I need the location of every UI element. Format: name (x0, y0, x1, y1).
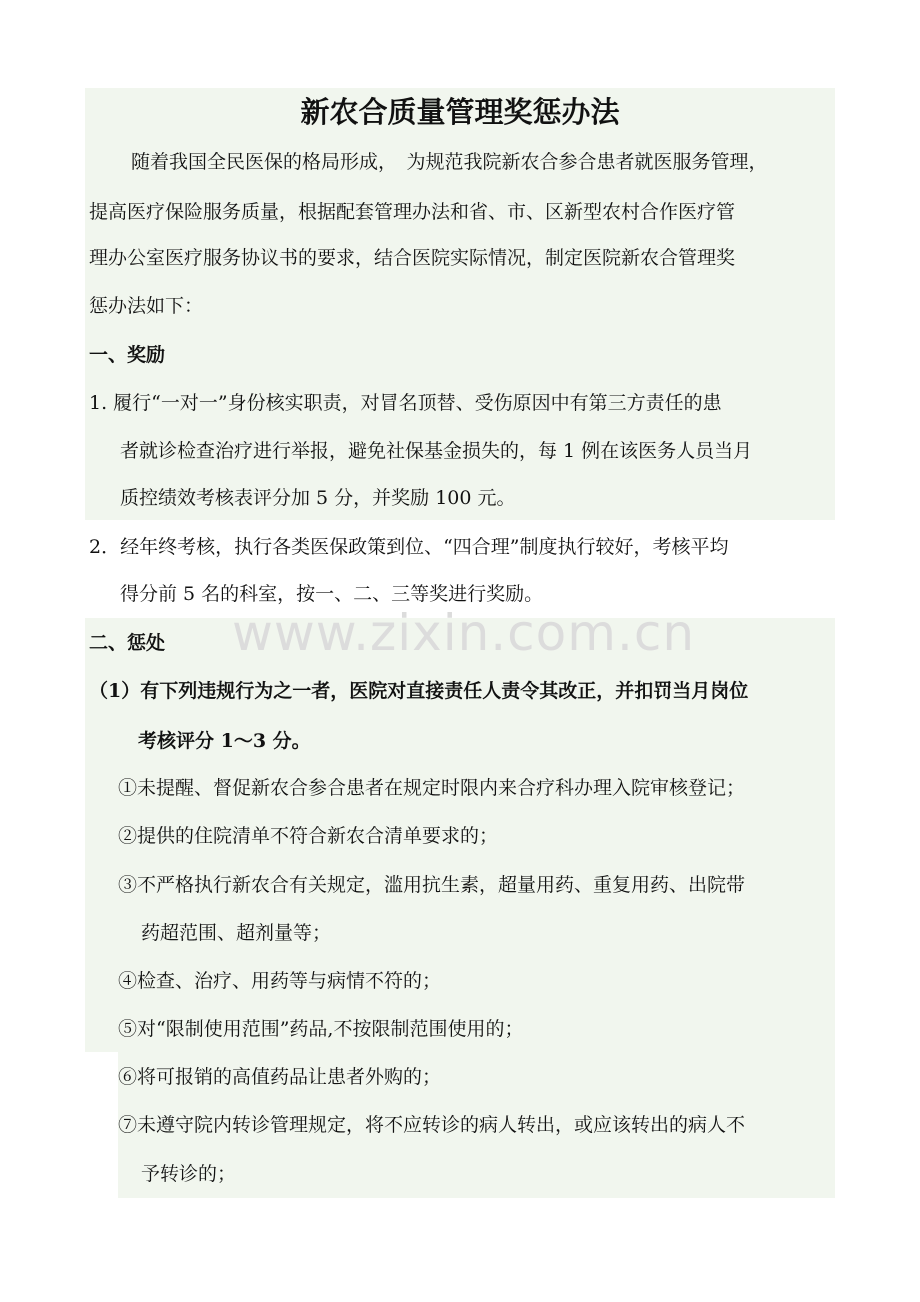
watermark: www.zixin.com.cn (232, 604, 696, 662)
penalty-subheading: 考核评分 1～3 分。 (138, 730, 311, 752)
intro-line: 惩办法如下： (89, 295, 204, 317)
intro-line: 随着我国全民医保的格局形成， 为规范我院新农合参合患者就医服务管理， (131, 151, 768, 173)
penalty-item: ⑦未遵守院内转诊管理规定，将不应转诊的病人转出，或应该转出的病人不 (118, 1114, 746, 1136)
page-title: 新农合质量管理奖惩办法 (300, 95, 620, 129)
section-heading-penalties: 二、惩处 (89, 632, 166, 654)
reward-item-line: 2．经年终考核，执行各类医保政策到位、“四合理”制度执行较好，考核平均 (89, 536, 729, 558)
penalty-item: 药超范围、超剂量等； (141, 922, 332, 944)
penalty-subheading: （1）有下列违规行为之一者，医院对直接责任人责令其改正，并扣罚当月岗位 (89, 680, 749, 702)
reward-item-line: 得分前 5 名的科室，按一、二、三等奖进行奖励。 (120, 583, 544, 605)
intro-line: 理办公室医疗服务协议书的要求，结合医院实际情况，制定医院新农合管理奖 (89, 247, 736, 269)
highlight-block-left-strip (85, 858, 118, 1052)
penalty-item: ②提供的住院清单不符合新农合清单要求的； (118, 825, 499, 847)
reward-item-line: 1. 履行“一对一”身份核实职责，对冒名顶替、受伤原因中有第三方责任的患 (89, 392, 722, 414)
penalty-item: ⑤对“限制使用范围”药品,不按限制范围使用的； (118, 1018, 524, 1040)
penalty-item: ④检查、治疗、用药等与病情不符的； (118, 970, 442, 992)
section-heading-rewards: 一、奖励 (89, 344, 166, 366)
reward-item-line: 者就诊检查治疗进行举报，避免社保基金损失的，每 1 例在该医务人员当月 (120, 440, 753, 462)
intro-line: 提高医疗保险服务质量，根据配套管理办法和省、市、区新型农村合作医疗管 (89, 201, 736, 223)
penalty-item: ③不严格执行新农合有关规定，滥用抗生素，超量用药、重复用药、出院带 (118, 874, 746, 896)
penalty-item: 予转诊的； (141, 1163, 237, 1185)
penalty-item: ①未提醒、督促新农合参合患者在规定时限内来合疗科办理入院审核登记； (118, 777, 746, 799)
reward-item-line: 质控绩效考核表评分加 5 分，并奖励 100 元。 (120, 487, 516, 509)
penalty-item: ⑥将可报销的高值药品让患者外购的； (118, 1066, 442, 1088)
